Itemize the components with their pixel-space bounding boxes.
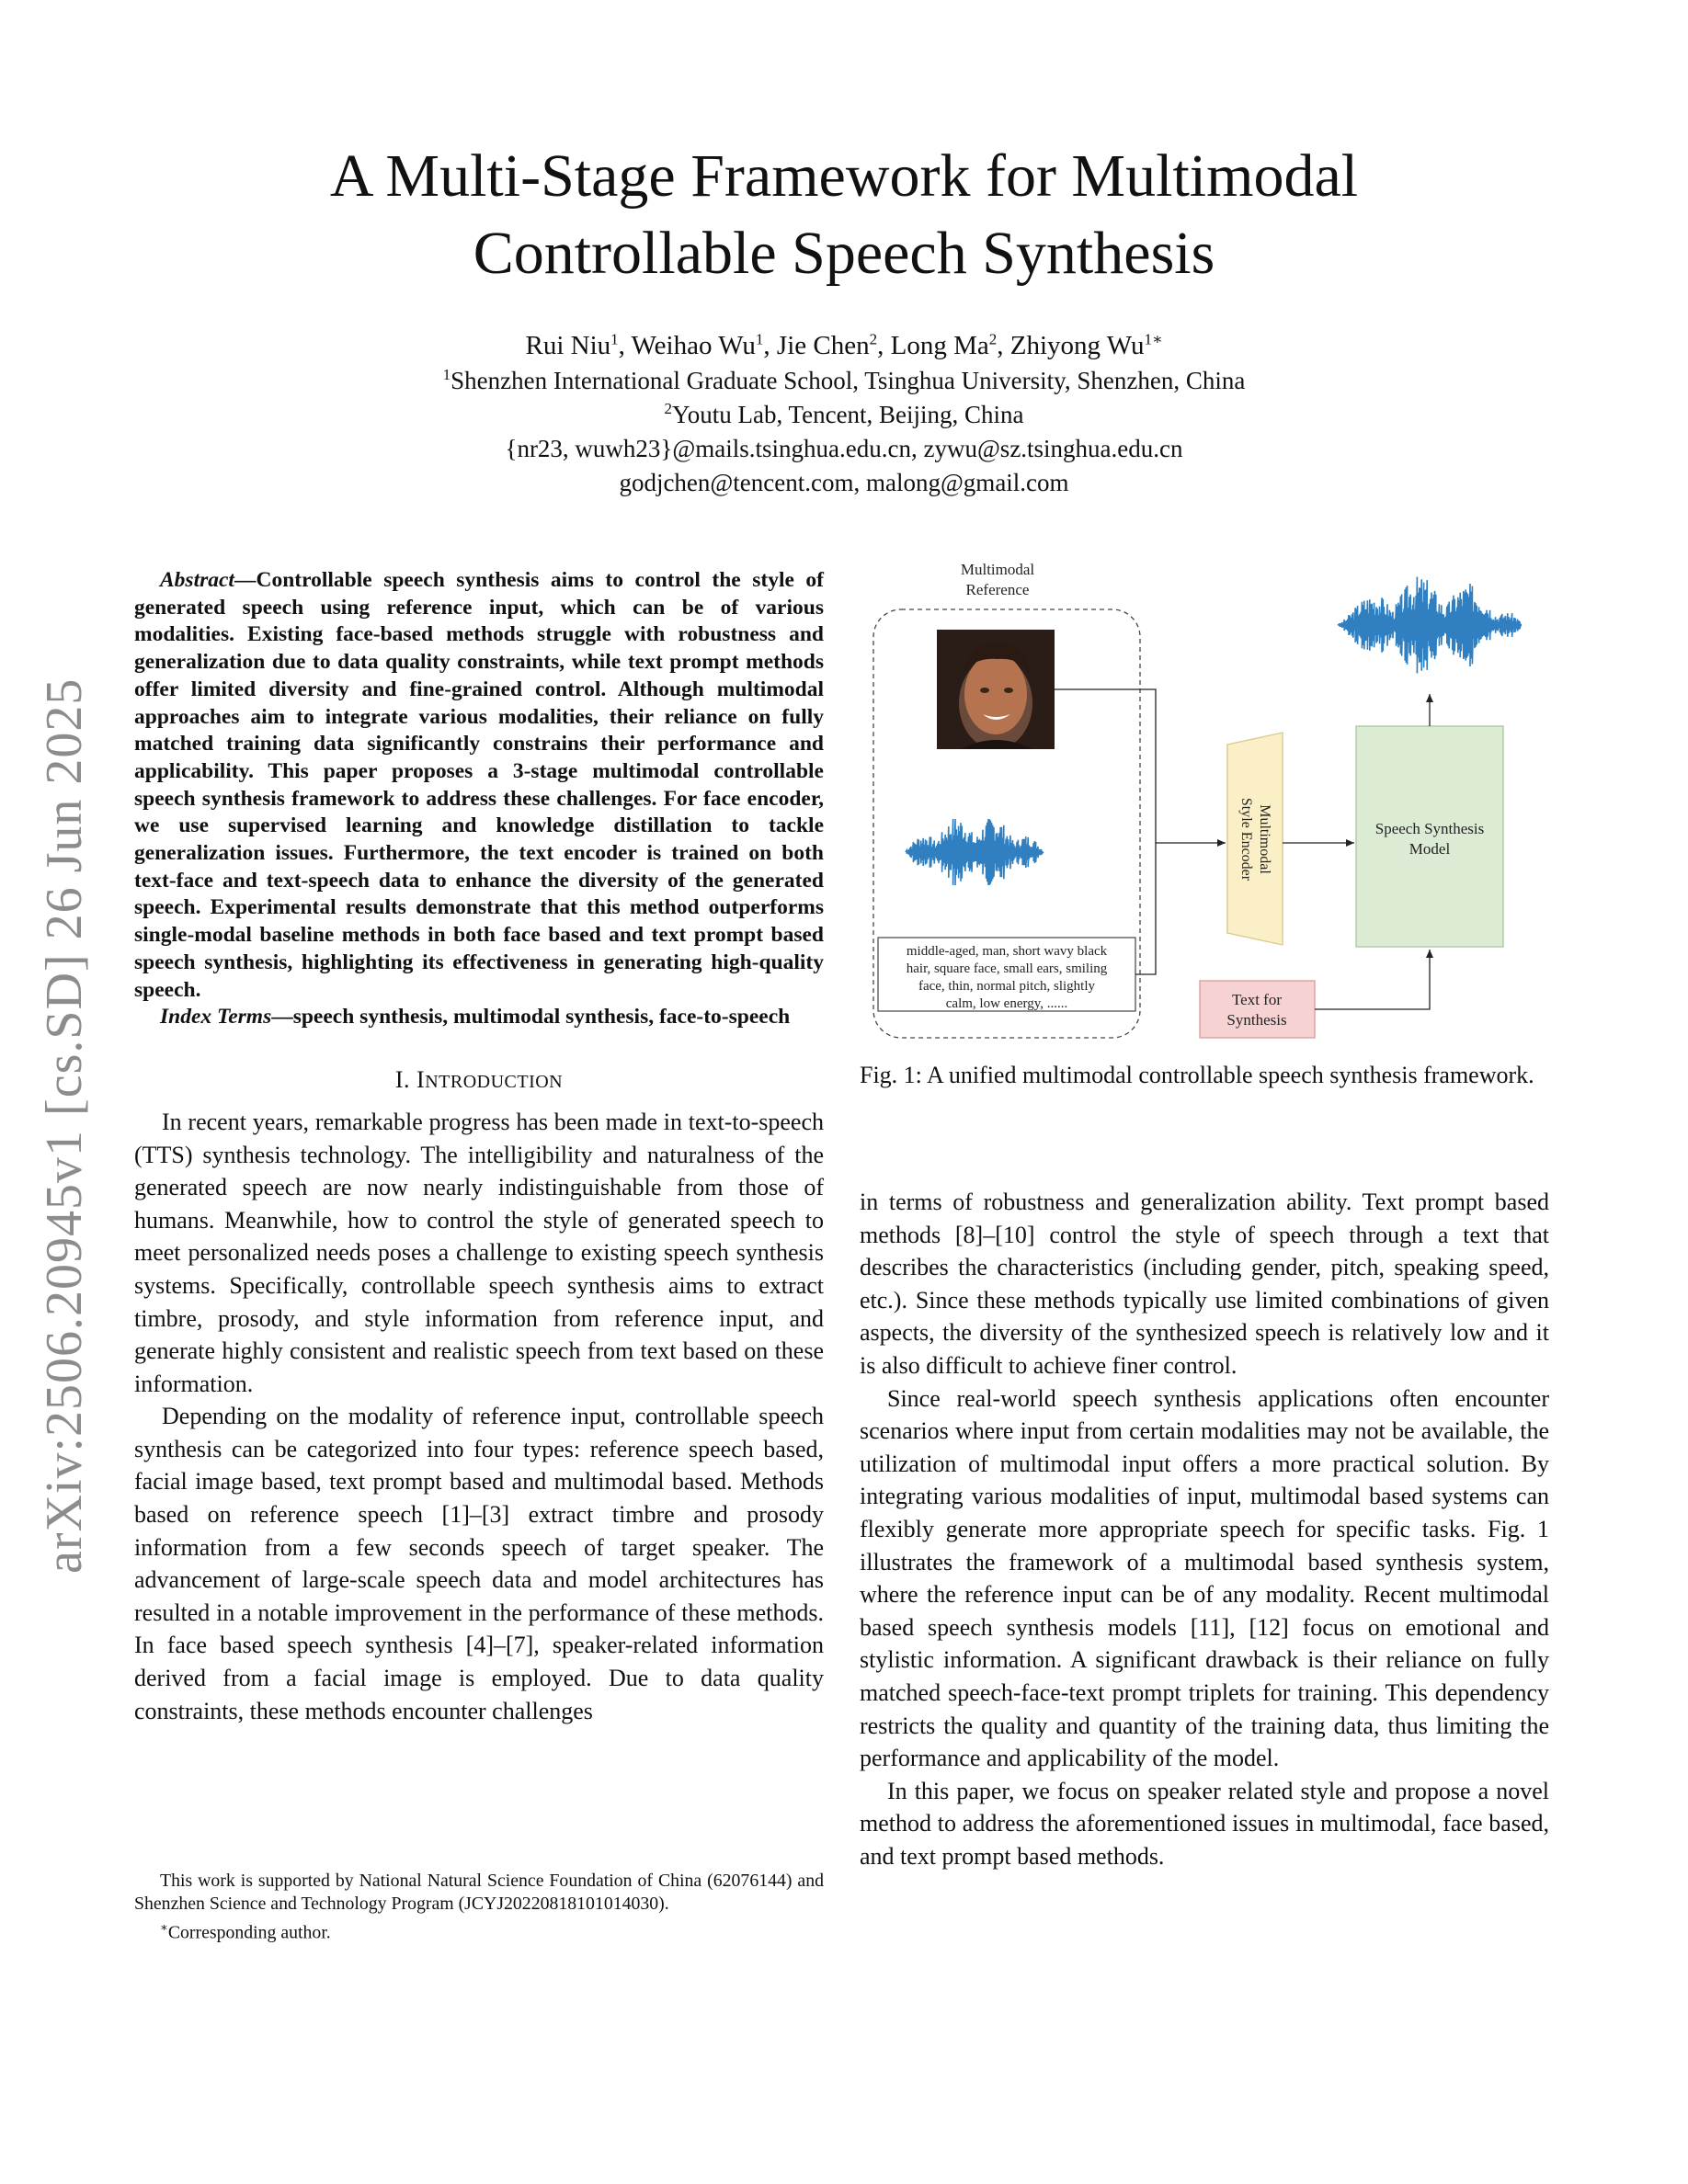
- affiliation-mark: 1: [442, 366, 451, 383]
- figure-1: [860, 556, 1549, 1062]
- affiliation-text: Youtu Lab, Tencent, Beijing, China: [671, 401, 1024, 428]
- body-paragraph: In recent years, remarkable progress has been made in text-to-speech (TTS) synthesis technology. The intelligibility and naturalness of the generated speech are now nearly indistinguishable from those of humans. Meanwhile, how to control the style of generated speech to meet personalized needs poses a challenge to existing speech synthesis systems. Specifically, controllable speech synthesis aims to extract timbre, prosody, and style information from reference input, and generate highly consistent and realistic speech from text based on these information.: [134, 1108, 824, 1397]
- reference-title-line1: Multimodal: [960, 561, 1035, 578]
- affiliation-mark: 2: [664, 400, 672, 417]
- corresponding-text: Corresponding author.: [167, 1922, 331, 1943]
- abstract-text: —Controllable speech synthesis aims to control the style of generated speech using reference input, which can be of various modalities. Existing face-based methods struggle with robustness and generalization due to data quality constraints, while text prompt methods offer limited diversity and fine-grained control. Although multimodal approaches aim to integrate various modalities, their reliance on fully matched training data significantly constrains their performance and applicability. This paper proposes a 3-stage multimodal controllable speech synthesis framework to address these challenges. For face encoder, we use supervised learning and knowledge distillation to tackle generalization issues. Furthermore, the text encoder is trained on both text-face and text-speech data to enhance the diversity of the generated speech. Experimental results demonstrate that this method outperforms single-modal baseline methods in both face based and text prompt based speech synthesis, highlighting its effectiveness in generating high-quality speech.: [134, 568, 824, 1002]
- body-paragraph: In this paper, we focus on speaker related style and propose a novel method to address the aforementioned issues in multimodal, face based, and text prompt based methods.: [860, 1777, 1549, 1870]
- author-name: Zhiyong Wu: [1009, 331, 1145, 360]
- reference-speech-waveform: [906, 819, 1044, 885]
- author-affiliation-mark: 1: [610, 330, 619, 348]
- text-for-synthesis-block: [1200, 981, 1315, 1038]
- corresponding-mark: ∗: [160, 1920, 168, 1934]
- index-terms-text: —speech synthesis, multimodal synthesis, face-to-speech: [271, 1005, 791, 1029]
- text-prompt-line: hair, square face, small ears, smiling: [906, 961, 1108, 976]
- section-name: NTRODUCTION: [425, 1071, 564, 1092]
- body-paragraph: Depending on the modality of reference input, controllable speech synthesis can be categorized into four types: reference speech based, facial image based, text prompt based and multimodal based. Methods based on reference speech [1]–[3] extract timbre and prosody information from a few seconds speech of target speaker. The advancement of large-scale speech data and model architectures has resulted in a notable improvement in the performance of these methods. In face based speech synthesis [4]–[7], speaker-related information derived from a facial image is employed. Due to data quality constraints, these methods encounter challenges: [134, 1403, 824, 1724]
- body-paragraph: Since real-world speech synthesis applications often encounter scenarios where input from certain modalities may not be available, the utilization of multimodal input offers a more practical solution. By integrating various modalities of input, multimodal based systems can flexibly generate more appropriate speech for specific tasks. Fig. 1 illustrates the framework of a multimodal based synthesis system, where the reference input can be of any modality. Recent multimodal based speech synthesis models [11], [12] focus on emotional and stylistic information. A significant drawback is their reliance on fully matched speech-face-text prompt triplets for training. This dependency restricts the quality and quantity of the training data, thus limiting the performance and applicability of the model.: [860, 1384, 1549, 1772]
- index-terms: [134, 1004, 824, 1031]
- style-encoder-shape: [1227, 733, 1283, 945]
- affiliation-line: [276, 398, 1412, 432]
- author-list: Rui Niu$^1$, Weihao Wu$^1$, Jie Chen$^2$, Long Ma$^2$, Zhiyong $Wu^{1∗}$: [525, 330, 1163, 360]
- author-affiliation-mark: 1: [755, 330, 764, 348]
- index-terms-label: Index Terms: [160, 1005, 272, 1029]
- author-name: Jie Chen: [776, 331, 870, 360]
- author-name: Weihao Wu: [631, 331, 756, 360]
- text-prompt-line: middle-aged, man, short wavy black: [906, 944, 1108, 959]
- author-name: Rui Niu: [525, 331, 611, 360]
- abstract: [134, 567, 824, 1004]
- author-affiliation-mark: 1∗: [1144, 330, 1163, 348]
- text-input-label-line1: Text for: [1231, 991, 1283, 1008]
- section-numeral: I. I: [394, 1065, 426, 1093]
- paper-title: A Multi-Stage Framework for Multimodal Controllable Speech Synthesis: [329, 142, 1359, 287]
- introduction-left-text: [134, 1106, 824, 1727]
- synthesis-label-line1: Speech Synthesis: [1374, 820, 1485, 837]
- text-to-synthesis-arrow: [1315, 950, 1430, 1009]
- text-input-label-line2: Synthesis: [1226, 1011, 1287, 1029]
- affiliation-text: Shenzhen International Graduate School, Tsinghua University, Shenzhen, China: [451, 367, 1246, 394]
- author-name: Long Ma: [890, 331, 989, 360]
- text-prompt-line: face, thin, normal pitch, slightly: [918, 979, 1096, 994]
- output-speech-waveform: [1338, 577, 1521, 674]
- left-column: [134, 567, 824, 1727]
- synthesis-label-line2: Model: [1409, 840, 1451, 858]
- funding-footnote: This work is supported by National Natural Science Foundation of China (62076144) and Shenzhen Science and Technology Program (JCYJ20220818101014030).: [134, 1871, 824, 1914]
- encoder-label-line1: Multimodal: [1257, 804, 1272, 874]
- figure-1-caption: Fig. 1: A unified multimodal controllable speech synthesis framework.: [860, 1062, 1534, 1088]
- corresponding-footnote: [134, 1916, 824, 1945]
- text-prompt-line: calm, low energy, ......: [945, 996, 1068, 1011]
- email-line: godjchen@tencent.com, malong@gmail.com: [619, 469, 1069, 496]
- author-affiliation-mark: 2: [869, 330, 878, 348]
- reference-title-line2: Reference: [965, 581, 1030, 598]
- framework-diagram: [860, 556, 1549, 1062]
- author-affiliation-mark: 2: [988, 330, 998, 348]
- abstract-label: Abstract: [160, 568, 234, 592]
- arxiv-identifier: arXiv:2506.20945v1 [cs.SD] 26 Jun 2025: [36, 677, 93, 1574]
- section-heading-introduction: [134, 1066, 824, 1094]
- encoder-label-line2: Style Encoder: [1238, 797, 1254, 882]
- footnotes: [134, 1870, 824, 1945]
- author-block: [276, 327, 1412, 500]
- affiliation-line: [276, 364, 1412, 398]
- right-column: [860, 1186, 1549, 1872]
- introduction-right-text: [860, 1186, 1549, 1872]
- email-line: {nr23, wuwh23}@mails.tsinghua.edu.cn, zywu@sz.tsinghua.edu.cn: [505, 435, 1183, 462]
- body-paragraph: in terms of robustness and generalization ability. Text prompt based methods [8]–[10] control the style of speech through a text that describes the characteristics (including gender, pitch, speaking speed, etc.). Since these methods typically use limited combinations of given aspects, the diversity of the synthesized speech is relatively low and it is also difficult to achieve finer control.: [860, 1189, 1549, 1379]
- face-image: [937, 630, 1055, 749]
